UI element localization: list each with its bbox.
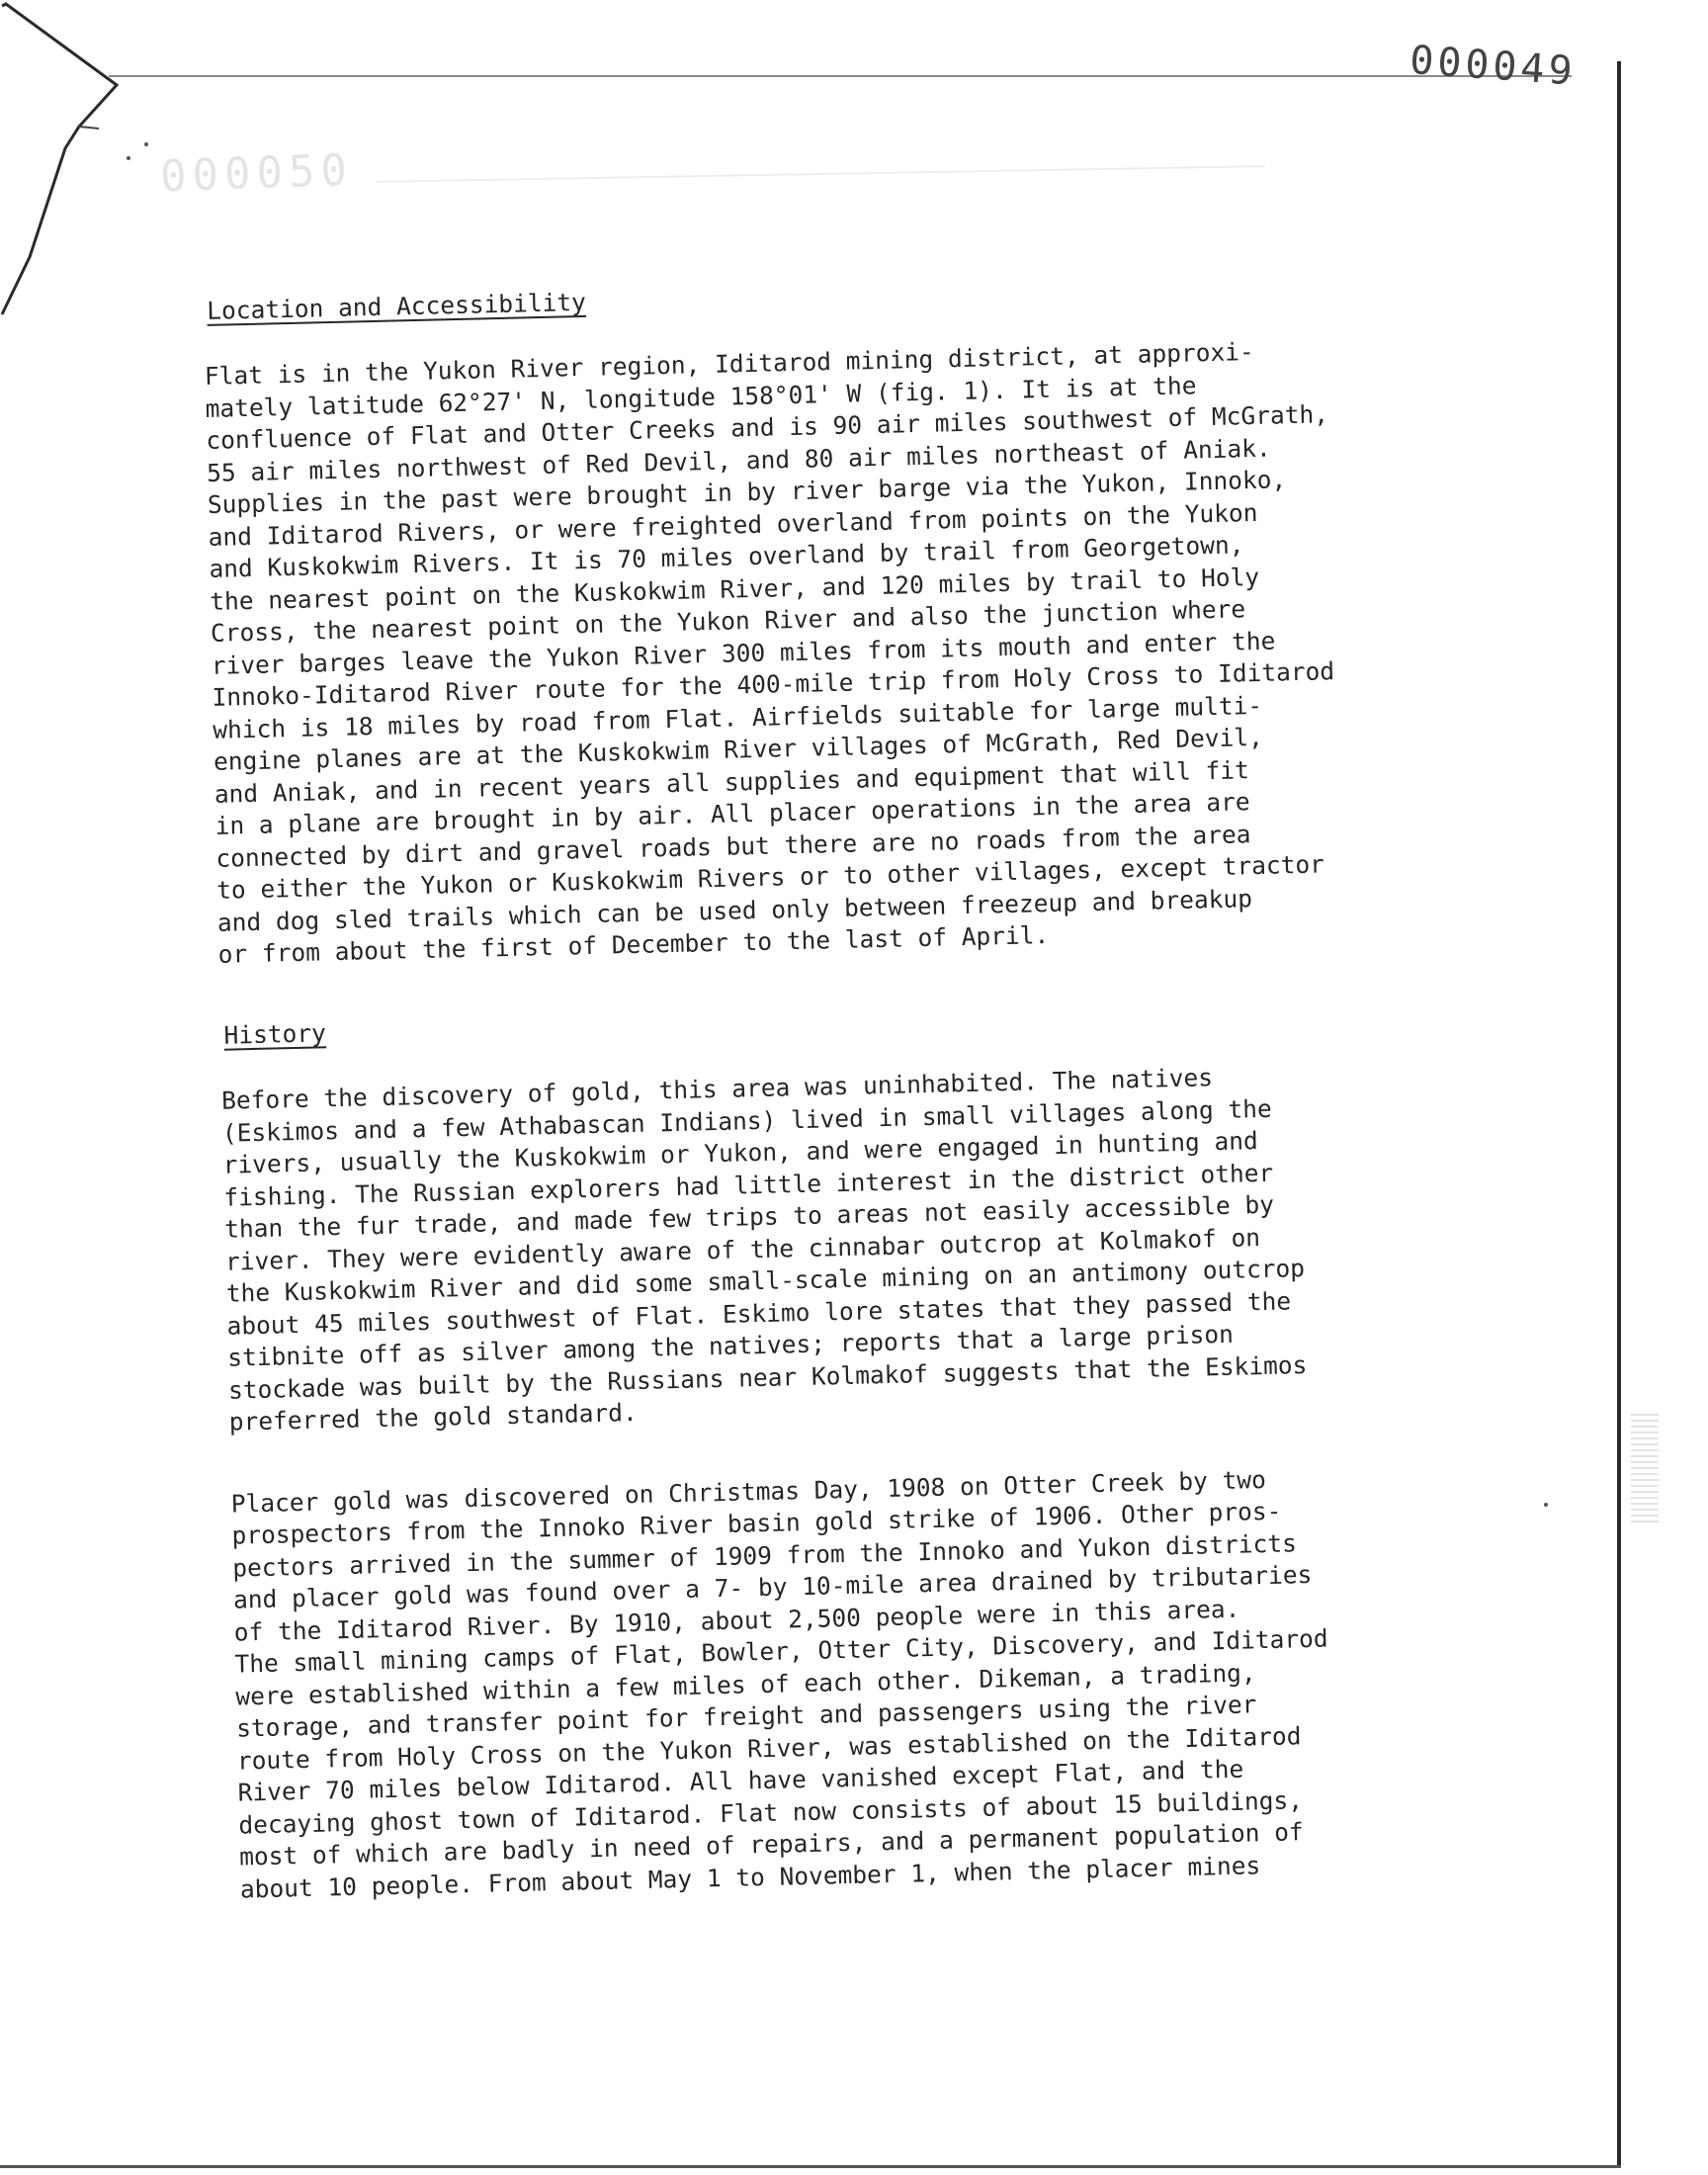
page-bottom-edge — [0, 2165, 1621, 2168]
page-top-edge — [109, 75, 1572, 77]
page-number-stamp: 000049 — [1408, 38, 1579, 95]
paragraph-location: Flat is in the Yukon River region, Iditarod mining district, at approxi- mately latitude 62°27' N, longitude 158°01' W (fig. 1). It is at the confluence of Flat and Otter Creeks and is 90 air miles southwest of McGrath, 55 air miles northwest of Red Devil, and 80 air miles northeast of Aniak. Supplies in the past were brought in by river barge via the Yukon, Innoko, and Iditarod Rivers, or were freighted overland from points on the Yukon and Kuskokwim Rivers. It is 70 miles overland by trail from Georgetown, the nearest point on the Kuskokwim River, and 120 miles by trail to Holy Cross, the nearest point on the Yukon River and also the junction where river barges leave the Yukon River 300 miles from its mouth and enter the Innoko-Iditarod River route for the 400-mile trip from Holy Cross to Iditarod which is 18 miles by road from Flat. Airfields suitable for large multi- engine planes are at the Kuskokwim River villages of McGrath, Red Devil, and Aniak, and in recent years all supplies and equipment that will fit in a plane are brought in by air. All placer operations in the area are connected by dirt and gravel roads but there are no roads from the area to either the Yukon or Kuskokwim Rivers or to other villages, except tractor and dog sled trails which can be used only between freezeup and breakup or from about the first of December to the last of April. — [204, 337, 1335, 970]
folded-corner-mark — [0, 0, 138, 316]
paragraph-history-2: Placer gold was discovered on Christmas Day, 1908 on Otter Creek by two prospectors from the Innoko River basin gold strike of 1906. Other pros- pectors arrived in the summer of 1909 from the Innoko and Yukon districts and placer gold was found over a 7- by 10-mile area drained by tributaries of the Iditarod River. By 1910, about 2,500 people were in this area. The small mining camps of Flat, Bowler, Otter City, Discovery, and Iditarod were established within a few miles of each other. Dikeman, a trading, storage, and transfer point for freight and passengers using the river route from Holy Cross on the Yukon River, was established on the Iditarod River 70 miles below Iditarod. All have vanished except Flat, and the decaying ghost town of Iditarod. Flat now consists of about 15 buildings, most of which are badly in need of repairs, and a permanent population of about 10 people. From about May 1 to November 1, when the placer mines — [230, 1464, 1328, 1904]
scan-speck — [127, 156, 130, 160]
document-body — [203, 265, 1595, 1956]
scan-artifact — [1631, 1414, 1659, 1522]
section-heading-history: History — [223, 1018, 327, 1050]
paragraph-history-1: Before the discovery of gold, this area was uninhabited. The natives (Eskimos and a few Athabascan Indians) lived in small villages along the rivers, usually the Kuskokwim or Yukon, and were engaged in hunting and fishing. The Russian explorers had little interest in the district other than the fur trade, and made few trips to areas not easily accessible by river. They were evidently aware of the cinnabar outcrop at Kolmakof on the Kuskokwim River and did some small-scale mining on an antimony outcrop about 45 miles southwest of Flat. Eskimo lore states that they passed the stibnite off as silver among the natives; reports that a large prison stockade was built by the Russians near Kolmakof suggests that the Eskimos preferred the gold standard. — [220, 1063, 1308, 1436]
scan-speck — [144, 142, 148, 146]
bleed-through-line — [376, 165, 1265, 183]
bleed-through-stamp: 000050 — [159, 144, 354, 203]
section-heading-location: Location and Accessibility — [206, 287, 587, 325]
page-right-edge — [1617, 61, 1621, 2167]
